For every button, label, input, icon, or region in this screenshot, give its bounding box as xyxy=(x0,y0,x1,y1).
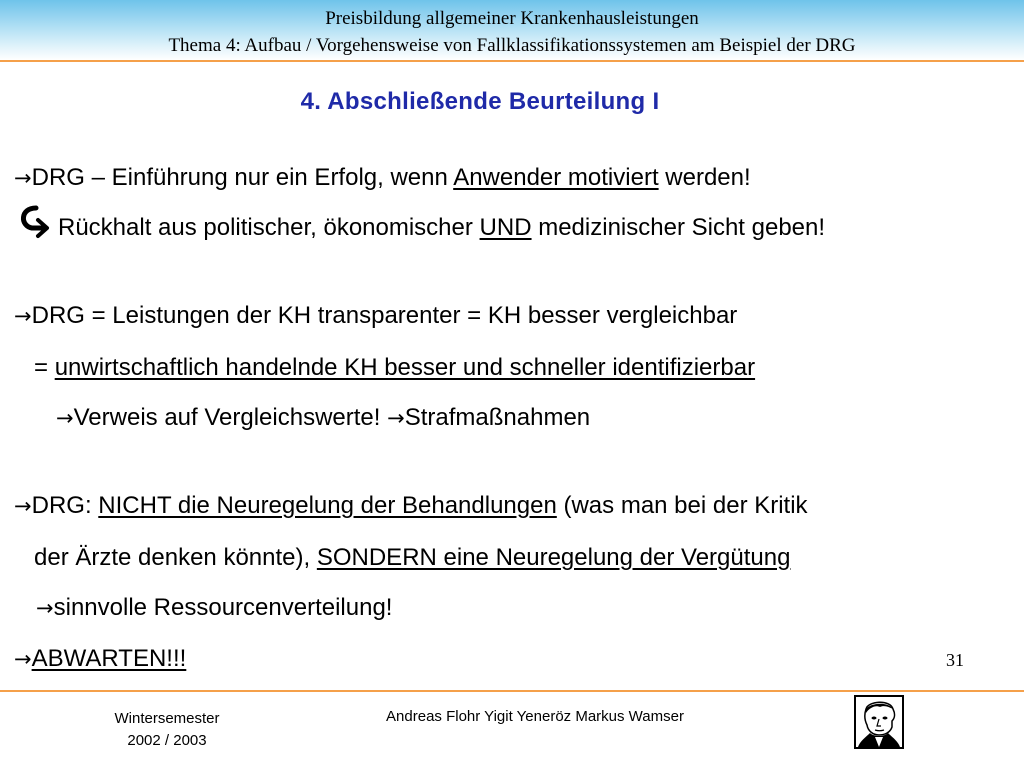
bullet-1-sub-emphasis: UND xyxy=(479,214,532,241)
footer-authors: Andreas Flohr Yigit Yeneröz Markus Wamser xyxy=(386,708,684,725)
bullet-3-sub xyxy=(36,594,392,622)
bullet-3-end: (was man bei der Kritik xyxy=(556,492,808,519)
slide-title: 4. Abschließende Beurteilung I xyxy=(300,88,660,115)
arrow-icon: → xyxy=(36,596,54,620)
bullet-4 xyxy=(14,645,186,673)
semester-line-2: 2002 / 2003 xyxy=(127,732,207,749)
bullet-1-sub-text: Rückhalt aus politischer, ökonomischer xyxy=(58,214,480,241)
arrow-icon: → xyxy=(14,647,32,671)
bullet-3-sub-text: sinnvolle Ressourcenverteilung! xyxy=(53,594,393,621)
bullet-3-emphasis: NICHT die Neuregelung der Behandlungen xyxy=(98,492,557,519)
header-divider xyxy=(0,60,1024,62)
page-number: 31 xyxy=(946,650,964,670)
footer-semester xyxy=(92,708,242,752)
curved-arrow-icon xyxy=(14,204,50,244)
bullet-2-cont-text: = xyxy=(34,354,55,381)
bullet-1-end: werden! xyxy=(658,164,751,191)
bullet-2-text: DRG = Leistungen der KH transparenter = KH besser vergleichbar xyxy=(31,302,738,329)
slide-header xyxy=(0,0,1024,60)
bullet-3-continuation xyxy=(34,544,790,572)
portrait-icon xyxy=(856,697,902,747)
bullet-1-text: DRG – Einführung nur ein Erfolg, wenn xyxy=(31,164,454,191)
arrow-icon: → xyxy=(56,406,74,430)
bullet-2 xyxy=(14,302,737,330)
arrow-icon: → xyxy=(14,494,32,518)
bullet-3-cont-emphasis: SONDERN eine Neuregelung der Vergütung xyxy=(316,544,791,571)
bullet-1 xyxy=(14,164,751,192)
header-line-2: Thema 4: Aufbau / Vorgehensweise von Fallklassifikationssystemen am Beispiel der DRG xyxy=(168,35,856,56)
bullet-2-sub xyxy=(56,404,590,432)
footer-divider xyxy=(0,690,1024,692)
semester-line-1: Wintersemester xyxy=(114,710,220,727)
arrow-icon: → xyxy=(14,304,32,328)
arrow-icon: → xyxy=(14,166,32,190)
bullet-2-sub-text-b: Strafmaßnahmen xyxy=(404,404,591,431)
bullet-2-continuation xyxy=(34,354,755,382)
bullet-4-emphasis: ABWARTEN!!! xyxy=(31,645,187,672)
bullet-2-sub-text-a: Verweis auf Vergleichswerte! xyxy=(73,404,388,431)
header-line-1: Preisbildung allgemeiner Krankenhausleistungen xyxy=(325,8,699,29)
bullet-1-sub-end: medizinischer Sicht geben! xyxy=(531,214,826,241)
bullet-1-sub xyxy=(58,214,825,242)
bullet-3-cont-text: der Ärzte denken könnte), xyxy=(34,544,317,571)
bullet-3 xyxy=(14,492,808,520)
bullet-1-emphasis: Anwender motiviert xyxy=(453,164,659,191)
bullet-2-emphasis: unwirtschaftlich handelnde KH besser und schneller identifizierbar xyxy=(54,354,756,381)
bullet-3-text: DRG: xyxy=(31,492,99,519)
arrow-icon: → xyxy=(387,406,405,430)
goethe-portrait-logo xyxy=(854,695,904,749)
